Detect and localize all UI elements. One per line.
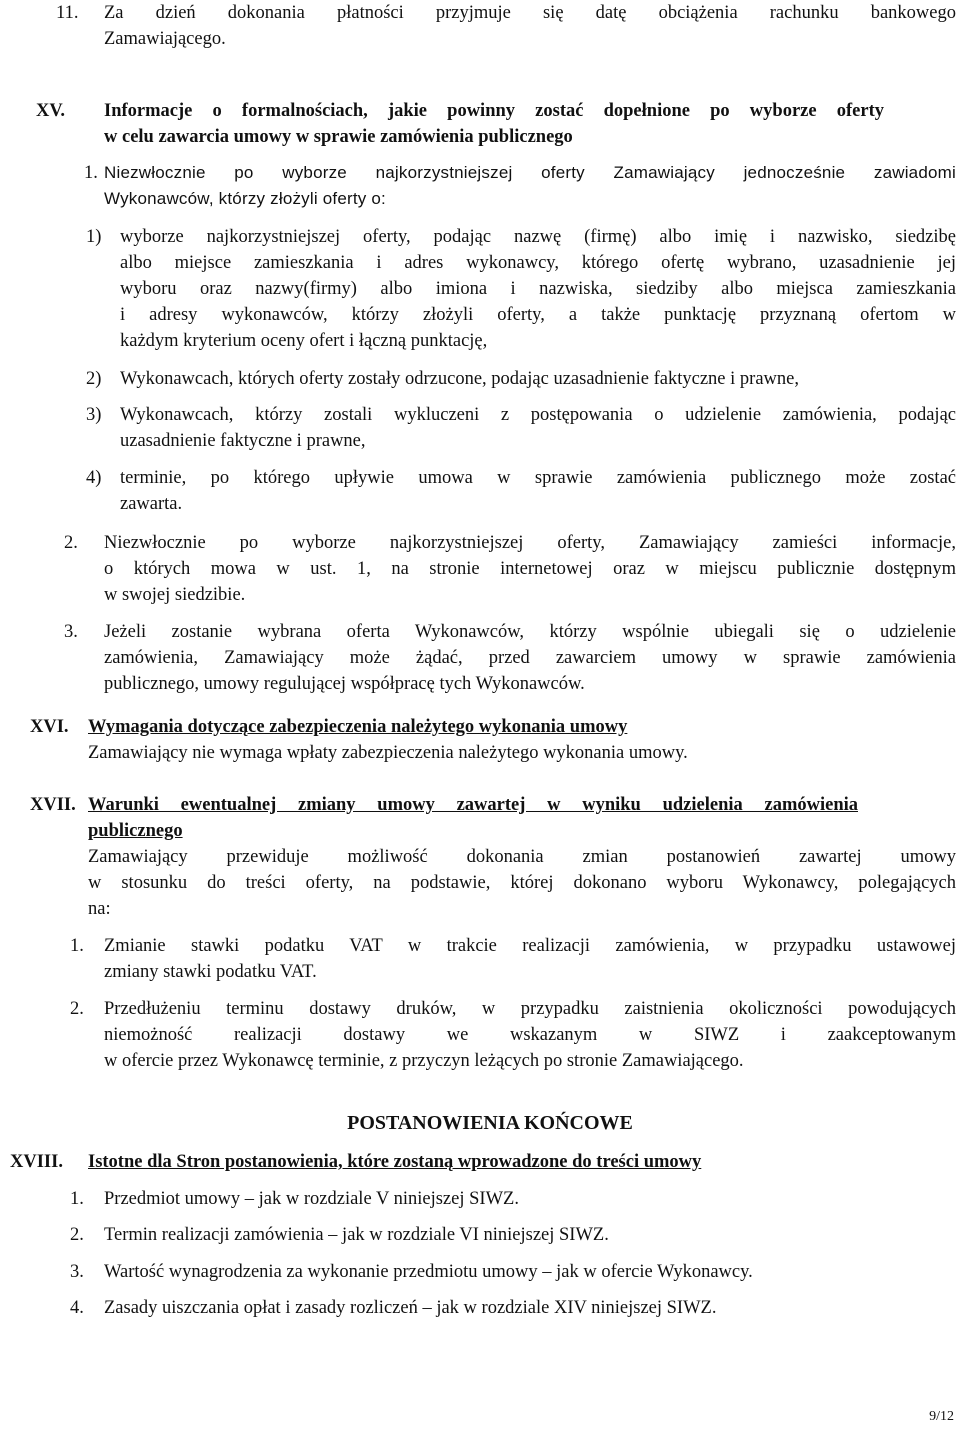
sub-item-1 [120,224,956,354]
text-line: na: [88,899,111,919]
section-number: XVII. [30,795,76,815]
title-line: publicznego [88,821,183,841]
title-line: Warunki ewentualnej zmiany umowy zawartej w wyniku udzielenia zamówienia [88,795,858,815]
text-line: Zamawiającego. [104,29,226,49]
item-11-text [104,0,956,52]
final-heading: POSTANOWIENIA KOŃCOWE [347,1112,633,1134]
text-line: w stosunku do treści oferty, na podstawie, której dokonano wyboru Wykonawcy, polegających [88,873,956,893]
list-number: 4. [70,1298,84,1318]
text-line: albo miejsce zamieszkania i adres wykonawcy, którego ofertę wybrano, uzasadnienie jej [120,253,956,273]
text-line: Niezwłocznie po wyborze najkorzystniejszej oferty, Zamawiający zamieści informacje, [104,533,956,553]
text-line: Jeżeli zostanie wybrana oferta Wykonawców, którzy wspólnie ubiegali się o udzielenie [104,622,956,642]
section-18-item: Zasady uiszczania opłat i zasady rozliczeń – jak w rozdziale XIV niniejszej SIWZ. [104,1298,717,1318]
text-line: o których mowa w ust. 1, na stronie internetowej oraz w miejscu publicznie dostępnym [104,559,956,579]
text-line: zamówienia, Zamawiający może żądać, przed zawarciem umowy w sprawie zamówienia [104,648,956,668]
paragraph-1 [104,160,956,212]
section-17-body [88,844,956,922]
section-title: Wymagania dotyczące zabezpieczenia należytego wykonania umowy [88,717,628,737]
list-number: 1. [70,936,84,956]
sub-item-3 [120,402,956,454]
list-number: 3. [70,1262,84,1282]
list-number: 2. [70,1225,84,1245]
paragraph-2 [104,530,956,608]
section-15-title [104,98,884,150]
text-line: Niezwłocznie po wyborze najkorzystniejszej oferty Zamawiający jednocześnie zawiadomi [104,163,956,182]
list-number: 1. [70,1189,84,1209]
text-line: publicznego, umowy regulującej współpracę tych Wykonawców. [104,674,585,694]
text-line: Wykonawcach, których oferty zostały odrzucone, podając uzasadnienie faktyczne i prawne, [120,369,799,389]
text-line: każdym kryterium oceny ofert i łączną punktację, [120,331,488,351]
section-17-item-2 [104,996,956,1074]
section-body: Zamawiający nie wymaga wpłaty zabezpieczenia należytego wykonania umowy. [88,743,688,763]
section-number: XV. [36,101,65,121]
item-number: 11. [56,3,79,23]
text-line: w swojej siedzibie. [104,585,246,605]
paragraph-3 [104,619,956,697]
paragraph-number: 2. [64,533,78,553]
sub-item-number: 1) [86,227,102,247]
text-line: Przedłużeniu terminu dostawy druków, w przypadku zaistnienia okoliczności powodujących [104,999,956,1019]
text-line: zmiany stawki podatku VAT. [104,962,317,982]
section-number: XVI. [30,717,69,737]
section-17-item-1 [104,933,956,985]
text-line: zawarta. [120,494,183,514]
text-line: Za dzień dokonania płatności przyjmuje się datę obciążenia rachunku bankowego [104,3,956,23]
text-line: Wykonawcach, którzy zostali wykluczeni z postępowania o udzielenie zamówienia, podając [120,405,956,425]
sub-item-number: 3) [86,405,102,425]
text-line: wyboru oraz nazwy(firmy) albo imiona i nazwiska, siedziby albo miejsca zamieszkania [120,279,956,299]
text-line: i adresy wykonawców, którzy złożyli oferty, a także punktację przyznaną ofertom w [120,305,956,325]
paragraph-number: 1. [84,163,98,183]
text-line: terminie, po którego upływie umowa w sprawie zamówienia publicznego może zostać [120,468,956,488]
section-number: XVIII. [10,1152,63,1172]
title-line: w celu zawarcia umowy w sprawie zamówienia publicznego [104,127,573,147]
sub-item-2 [120,366,956,392]
section-18-item: Wartość wynagrodzenia za wykonanie przedmiotu umowy – jak w ofercie Wykonawcy. [104,1262,753,1282]
text-line: Zmianie stawki podatku VAT w trakcie realizacji zamówienia, w przypadku ustawowej [104,936,956,956]
text-line: Wykonawców, którzy złożyli oferty o: [104,189,386,208]
sub-item-number: 4) [86,468,102,488]
sub-item-4 [120,465,956,517]
list-number: 2. [70,999,84,1019]
text-line: Zamawiający przewiduje możliwość dokonania zmian postanowień zawartej umowy [88,847,956,867]
text-line: wyborze najkorzystniejszej oferty, podając nazwę (firmę) albo imię i nazwisko, siedzibę [120,227,956,247]
text-line: niemożność realizacji dostawy we wskazanym w SIWZ i zaakceptowanym [104,1025,956,1045]
text-line: w ofercie przez Wykonawcę terminie, z przyczyn leżących po stronie Zamawiającego. [104,1051,744,1071]
section-18-item: Termin realizacji zamówienia – jak w rozdziale VI niniejszej SIWZ. [104,1225,609,1245]
section-18-title: Istotne dla Stron postanowienia, które zostaną wprowadzone do treści umowy [88,1152,702,1172]
page-number: 9/12 [929,1409,954,1424]
section-18-item: Przedmiot umowy – jak w rozdziale V niniejszej SIWZ. [104,1189,519,1209]
title-line: Informacje o formalnościach, jakie powinny zostać dopełnione po wyborze oferty [104,101,884,121]
text-line: uzasadnienie faktyczne i prawne, [120,431,366,451]
sub-item-number: 2) [86,369,102,389]
paragraph-number: 3. [64,622,78,642]
section-16 [88,714,956,766]
section-17-title [88,792,858,844]
